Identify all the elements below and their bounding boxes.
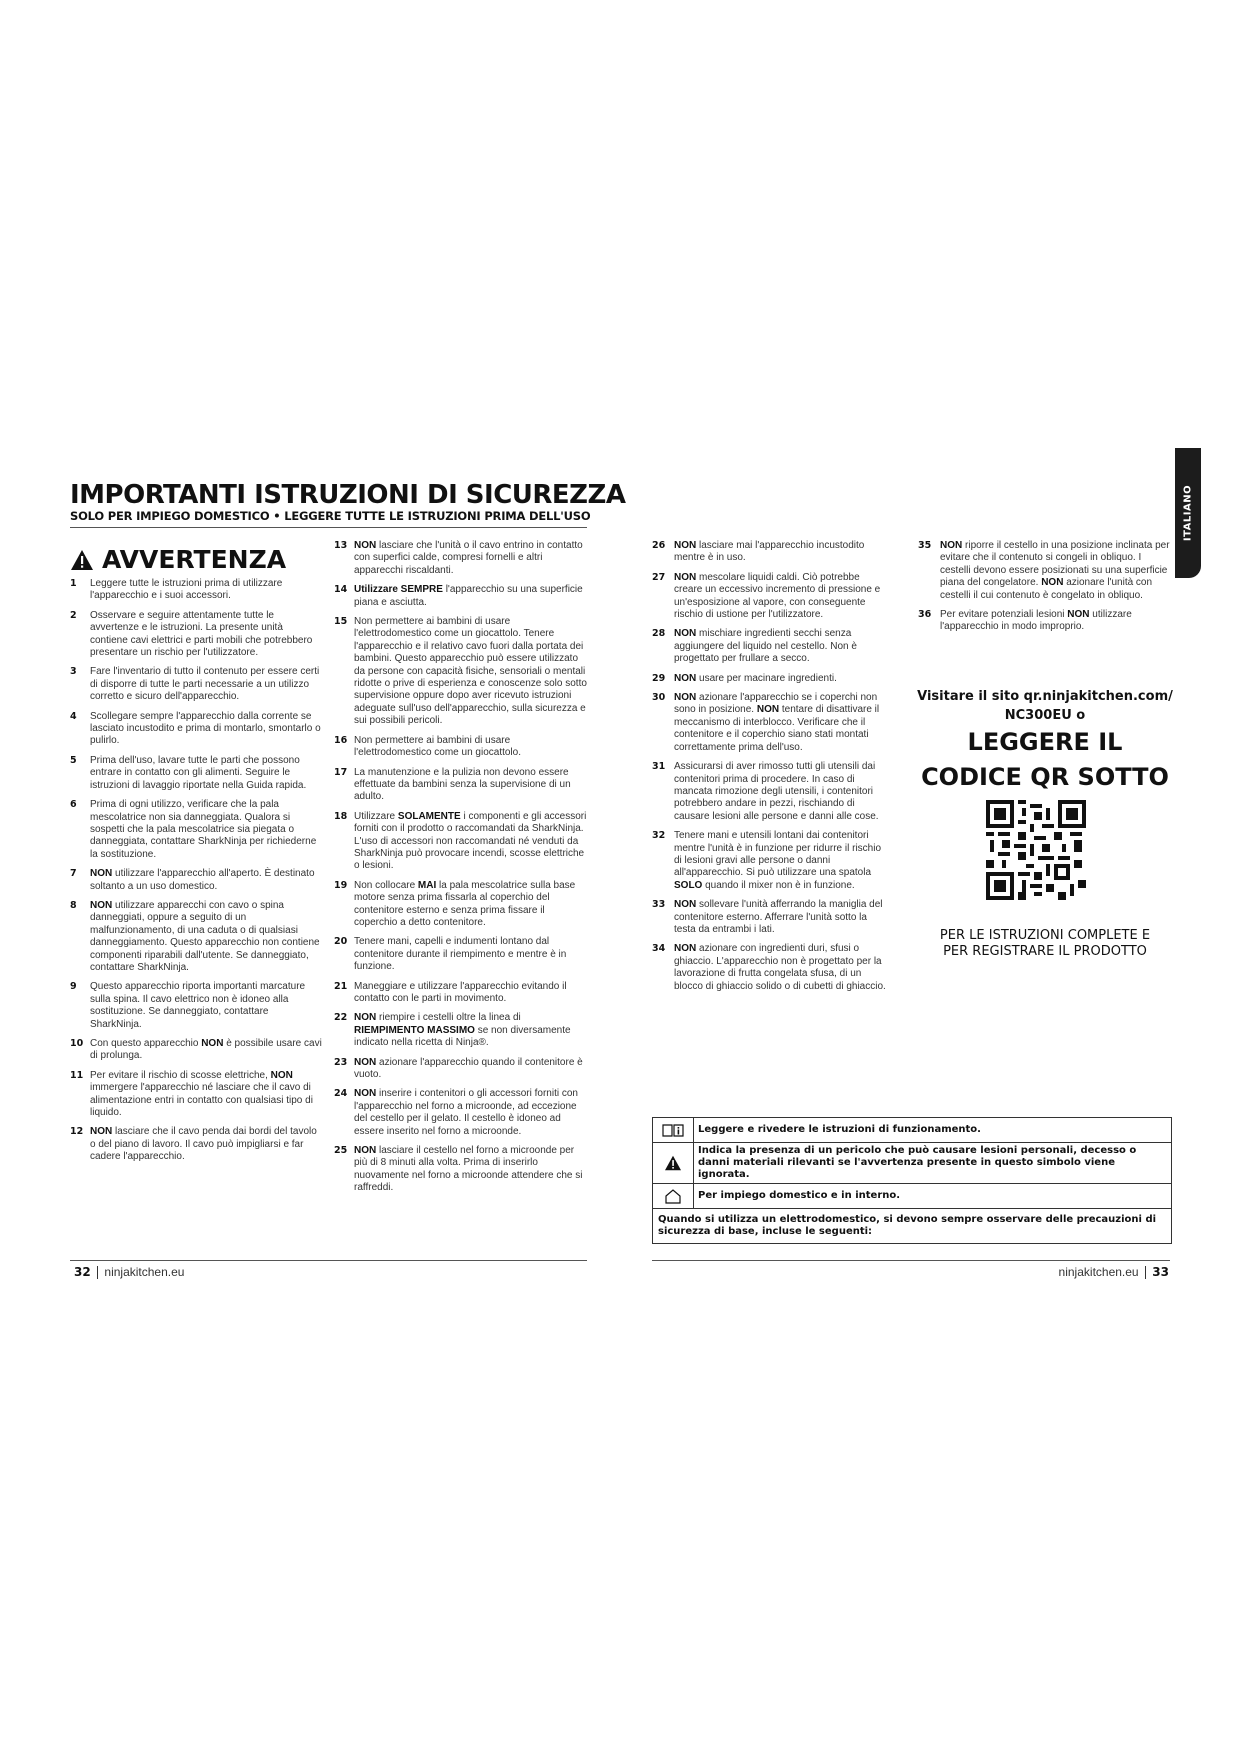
instruction-emphasis: NON: [756, 704, 780, 716]
instruction-text-part: se non diversamente indicato nella ricetta di Ninja®.: [354, 1024, 571, 1049]
instruction-item: [334, 811, 590, 873]
instruction-text-part: l'apparecchio su una superficie piana e asciutta.: [354, 584, 583, 608]
instruction-emphasis: NON: [90, 899, 113, 911]
instruction-text: [354, 1012, 590, 1049]
footer-left: [74, 1265, 184, 1279]
instruction-text-part: azionare l'unità con cestelli il cui contenuto è congelato in obliquo.: [940, 577, 1153, 601]
instruction-emphasis: SOLO: [674, 879, 703, 891]
instruction-text: [90, 578, 322, 603]
instruction-emphasis: NON: [674, 943, 697, 955]
instruction-number: 10: [70, 1038, 84, 1049]
instruction-item: [334, 540, 590, 577]
instruction-item: [652, 830, 890, 892]
instruction-emphasis: NON: [90, 868, 113, 880]
instruction-text: [90, 900, 322, 974]
instruction-number: 5: [70, 754, 77, 766]
instruction-item: [918, 609, 1174, 634]
instruction-text: [674, 692, 890, 754]
instruction-text-part: azionare l'apparecchio se i coperchi non sono in posizione.: [674, 692, 878, 716]
instructions-column-3: [652, 540, 890, 1000]
legend-icon-cell: [653, 1118, 694, 1142]
instruction-item: [652, 540, 890, 565]
footer-separator: [97, 1266, 98, 1279]
instruction-item: [334, 767, 590, 804]
instruction-text: [90, 799, 322, 861]
instruction-item: [652, 628, 890, 665]
instruction-number: 30: [652, 692, 666, 704]
manual-book-icon: [662, 1123, 684, 1137]
instruction-text-part: mescolare liquidi caldi. Ciò potrebbe creare un eccessivo incremento di pressione e un'esposizione al vapore, con conseguente rischio di ustione per l'utilizzatore.: [674, 571, 881, 621]
instruction-item: [70, 578, 322, 603]
instruction-item: [70, 711, 322, 748]
instruction-number: 24: [334, 1088, 348, 1100]
instruction-item: [652, 761, 890, 823]
instruction-number: 29: [652, 672, 666, 684]
language-tab: [1175, 448, 1201, 578]
instruction-item: [70, 755, 322, 792]
instruction-item: [334, 1012, 590, 1049]
instruction-item: [70, 868, 322, 893]
instruction-emphasis: NON: [674, 540, 697, 551]
instruction-item: [70, 666, 322, 703]
instruction-number: 8: [70, 899, 77, 911]
legend-row-manual: [653, 1118, 1171, 1143]
instruction-item: [334, 936, 590, 973]
instruction-text: [90, 1126, 322, 1163]
instruction-emphasis: NON: [674, 628, 697, 640]
instruction-item: [652, 943, 890, 993]
qr-instructions-text: [910, 928, 1180, 960]
instruction-text-part: Non collocare: [354, 879, 418, 891]
page-number-right: 33: [1152, 1265, 1169, 1279]
instruction-text-part: usare per macinare ingredienti.: [696, 672, 837, 684]
instruction-emphasis: NON: [354, 1056, 377, 1068]
instruction-text-part: azionare l'apparecchio quando il contenitore è vuoto.: [354, 1056, 583, 1081]
instruction-number: 34: [652, 943, 666, 955]
instruction-number: 19: [334, 879, 348, 891]
instruction-text: [940, 540, 1174, 602]
instruction-text-part: riporre il cestello in una posizione inclinata per evitare che il contenuto si congeli in obliquo. I cestelli devono essere posizionati su una superficie piana del congelatore.: [940, 540, 1170, 589]
instruction-number: 4: [70, 710, 77, 722]
symbols-legend: [652, 1117, 1172, 1244]
instruction-item: [334, 1145, 590, 1195]
footer-divider-right: [652, 1260, 1170, 1261]
instruction-item: [652, 673, 890, 685]
instruction-text-part: Con questo apparecchio: [90, 1038, 202, 1049]
instruction-text-part: utilizzare l'apparecchio in modo improprio.: [940, 609, 1132, 633]
instruction-text: [354, 616, 590, 728]
warning-triangle-icon: [664, 1155, 682, 1171]
instruction-text-part: La manutenzione e la pulizia non devono essere effettuate da bambini senza la supervisione di un adulto.: [354, 766, 571, 803]
instruction-emphasis: NON: [940, 540, 963, 551]
footer-site-left: ninjakitchen.eu: [104, 1265, 185, 1279]
instructions-column-2: [334, 540, 590, 1202]
instruction-text-part: Prima dell'uso, lavare tutte le parti che possono entrare in contatto con gli alimenti. Seguire le istruzioni di lavaggio riportate nella Guida rapida.: [90, 754, 307, 791]
language-tab-label: ITALIANO: [1182, 484, 1194, 542]
instruction-text-part: mischiare ingredienti secchi senza aggiungere del liquido nel cestello. Non è progettato per frullare a secco.: [674, 628, 857, 665]
instruction-text: [90, 1070, 322, 1120]
warning-triangle-icon: [70, 549, 94, 571]
title-divider: [70, 527, 587, 528]
instruction-text: [674, 943, 890, 993]
instruction-text-part: tentare di disattivare il meccanismo di interblocco. Verificare che il contenitore e il coperchio siano stati montati correttamente prima dell'uso.: [674, 704, 880, 753]
instruction-text-part: azionare con ingredienti duri, sfusi o ghiaccio. L'apparecchio non è progettato per la lavorazione di frutta congelata sfusa, di un blocco di ghiaccio solido o di cubetti di ghiaccio.: [674, 943, 886, 992]
instruction-item: [652, 572, 890, 622]
instruction-text-part: Scollegare sempre l'apparecchio dalla corrente se lasciato incustodito e prima di montarlo, smontarlo o pulirlo.: [90, 710, 321, 747]
instruction-number: 11: [70, 1069, 84, 1081]
instruction-text-part: Tenere mani, capelli e indumenti lontano dal contenitore durante il riempimento e mentre è in funzione.: [354, 936, 567, 973]
instruction-text: [354, 767, 590, 804]
instruction-number: 14: [334, 584, 348, 596]
instruction-text-part: Leggere tutte le istruzioni prima di utilizzare l'apparecchio e i suoi accessori.: [90, 578, 283, 602]
instruction-emphasis: NON: [674, 899, 697, 911]
instruction-text-part: Assicurarsi di aver rimosso tutti gli utensili dai contenitori prima di procedere. In caso di mancata rimozione degli utensili, i contenitori potrebbero andare in pezzi, rischiando di causare lesioni alle persone e danni alle cose.: [674, 761, 879, 822]
instruction-emphasis: NON: [1041, 577, 1064, 589]
instruction-text-part: Tenere mani e utensili lontani dai contenitori mentre l'unità è in funzione per ridurre il rischio di lesioni gravi alle persone o danni all'apparecchio. Si può utilizzare una spatola: [674, 830, 882, 879]
instruction-item: [70, 1126, 322, 1163]
instruction-number: 12: [70, 1126, 84, 1138]
instruction-emphasis: NON: [90, 1126, 113, 1138]
footer-separator: [1145, 1266, 1146, 1279]
instruction-text-part: Fare l'inventario di tutto il contenuto per essere certi di disporre di tutte le parti necessarie a un utilizzo corretto e sicuro dell'apparecchio.: [90, 666, 320, 703]
instruction-number: 13: [334, 540, 348, 551]
house-icon: [664, 1188, 682, 1204]
instruction-text-part: i componenti e gli accessori forniti con il prodotto o raccomandati da SharkNinja. L'uso di accessori non raccomandati né venduti da SharkNinja può provocare incendi, scosse elettriche o lesioni.: [354, 810, 587, 872]
instruction-text: [674, 572, 890, 622]
qr-code-image: [986, 800, 1086, 900]
instruction-number: 32: [652, 830, 666, 842]
instruction-number: 22: [334, 1012, 348, 1024]
instruction-emphasis: NON: [354, 540, 377, 551]
instruction-text: [940, 609, 1174, 634]
instruction-text: [90, 666, 322, 703]
instruction-text: [354, 936, 590, 973]
instruction-item: [918, 540, 1174, 602]
qr-visit-text: [910, 687, 1180, 725]
instruction-text-part: riempire i cestelli oltre la linea di: [376, 1012, 521, 1024]
warning-heading: [70, 545, 286, 574]
instruction-text: [354, 1088, 590, 1138]
instruction-text-part: è possibile usare cavi di prolunga.: [90, 1038, 322, 1062]
legend-row-precautions: [653, 1209, 1171, 1243]
instruction-item: [70, 1038, 322, 1063]
warning-label: AVVERTENZA: [102, 545, 287, 574]
instruction-item: [334, 981, 590, 1006]
instruction-text-part: lasciare mai l'apparecchio incustodito mentre è in uso.: [674, 540, 865, 564]
instruction-text: [674, 899, 890, 936]
instruction-text: [354, 1145, 590, 1195]
instruction-text: [354, 735, 590, 760]
instruction-text-part: Osservare e seguire attentamente tutte le avvertenze e le istruzioni. La presente unità contiene cavi elettrici e parti mobili che potrebbero presentare un rischio per l'utilizzatore.: [90, 609, 313, 659]
qr-visit-model: NC300EU o: [1004, 708, 1086, 723]
instruction-text: [90, 711, 322, 748]
instruction-text-part: Non permettere ai bambini di usare l'elettrodomestico come un giocattolo.: [354, 734, 521, 759]
instruction-item: [334, 616, 590, 728]
instruction-item: [652, 692, 890, 754]
legend-row-household: [653, 1184, 1171, 1209]
qr-heading: [910, 725, 1180, 795]
instructions-column-1: [70, 578, 322, 1171]
instruction-item: [70, 900, 322, 974]
instruction-item: [334, 1057, 590, 1082]
legend-icon-cell: [653, 1184, 694, 1208]
instruction-text-part: utilizzare l'apparecchio all'aperto. È destinato soltanto a un uso domestico.: [90, 868, 315, 892]
instruction-number: 20: [334, 936, 348, 948]
instruction-emphasis: NON: [270, 1069, 293, 1081]
instruction-emphasis: NON: [674, 692, 697, 704]
instruction-number: 9: [70, 981, 77, 993]
qr-heading-line1: LEGGERE IL: [967, 728, 1123, 756]
page-title: IMPORTANTI ISTRUZIONI DI SICUREZZA: [70, 480, 626, 510]
qr-instructions-line2: PER REGISTRARE IL PRODOTTO: [943, 944, 1147, 959]
instruction-text: [354, 584, 590, 609]
qr-visit-url: Visitare il sito qr.ninjakitchen.com/: [917, 689, 1173, 704]
instruction-emphasis: NON: [201, 1038, 224, 1049]
legend-text-household: Per impiego domestico e in interno.: [698, 1190, 901, 1201]
instruction-item: [70, 799, 322, 861]
instruction-text: [354, 981, 590, 1006]
instruction-item: [652, 899, 890, 936]
instruction-emphasis: MAI: [417, 879, 437, 891]
instruction-text-part: Per evitare il rischio di scosse elettriche,: [90, 1069, 271, 1081]
instruction-emphasis: NON: [1067, 609, 1090, 621]
instruction-emphasis: NON: [674, 571, 697, 583]
instruction-text: [674, 830, 890, 892]
instruction-text: [674, 673, 890, 685]
instruction-number: 25: [334, 1145, 348, 1157]
instruction-number: 6: [70, 799, 77, 811]
instruction-number: 33: [652, 899, 666, 911]
instruction-number: 7: [70, 868, 77, 880]
footer-site-right: ninjakitchen.eu: [1058, 1265, 1139, 1279]
instruction-text-part: la pala mescolatrice sulla base motore senza prima fissarla al coperchio del contenitore esterno e senza prima fissare il coperchio a detto contenitore.: [354, 879, 576, 928]
instruction-text: [674, 540, 890, 565]
instruction-text: [90, 868, 322, 893]
instruction-text-part: utilizzare apparecchi con cavo o spina danneggiati, oppure a seguito di un malfunzionamento, di una caduta o di qualsiasi danneggiamento. Questo apparecchio non contiene componenti riparabili dall'utente. Se danneggiato, contattare SharkNinja.: [90, 899, 320, 973]
instruction-emphasis: NON: [354, 1145, 377, 1157]
instruction-text-part: Utilizzare: [354, 810, 398, 822]
instruction-text: [354, 540, 590, 577]
instruction-emphasis: NON: [354, 1088, 377, 1100]
instruction-number: 35: [918, 540, 932, 551]
instruction-emphasis: RIEMPIMENTO MASSIMO: [354, 1024, 475, 1036]
instruction-text-part: Per evitare potenziali lesioni: [940, 609, 1068, 621]
instruction-text-part: lasciare che l'unità o il cavo entrino in contatto con superfici calde, compresi fornelli e altri apparecchi riscaldanti.: [354, 540, 583, 576]
legend-row-warning: [653, 1143, 1171, 1184]
qr-heading-line2: CODICE QR SOTTO: [921, 763, 1169, 791]
instruction-number: 16: [334, 734, 348, 746]
instruction-number: 2: [70, 609, 77, 621]
instruction-text-part: immergere l'apparecchio né lasciare che il cavo di alimentazione entri in contatto con qualsiasi tipo di liquido.: [90, 1082, 313, 1119]
instruction-emphasis: NON: [674, 672, 697, 684]
instruction-item: [334, 880, 590, 930]
instruction-item: [70, 1070, 322, 1120]
instruction-number: 21: [334, 980, 348, 992]
legend-text-precautions: Quando si utilizza un elettrodomestico, si devono sempre osservare delle precauzioni di sicurezza di base, incluse le seguenti:: [658, 1214, 1157, 1237]
instruction-number: 15: [334, 616, 348, 628]
legend-icon-cell: [653, 1143, 694, 1183]
instructions-column-4: [918, 540, 1174, 641]
instruction-number: 18: [334, 810, 348, 822]
instruction-text-part: quando il mixer non è in funzione.: [702, 879, 855, 891]
instruction-text: [90, 1038, 322, 1063]
footer-divider-left: [70, 1260, 587, 1261]
instruction-number: 23: [334, 1056, 348, 1068]
instruction-text: [90, 981, 322, 1031]
instruction-emphasis: Utilizzare SEMPRE: [354, 584, 443, 596]
instruction-text: [354, 811, 590, 873]
instruction-number: 27: [652, 571, 666, 583]
instruction-item: [334, 1088, 590, 1138]
page-number-left: 32: [74, 1265, 91, 1279]
legend-text-warning: Indica la presenza di un pericolo che può causare lesioni personali, decesso o danni materiali rilevanti se l'avvertenza presente in questo simbolo viene ignorata.: [698, 1145, 1137, 1180]
instruction-text-part: Non permettere ai bambini di usare l'elettrodomestico come un giocattolo. Tenere l'apparecchio e il relativo cavo fuori dalla portata dei bambini. Questo apparecchio può essere utilizzato da persone con capacità fisiche, sensoriali o mentali ridotte o prive di esperienza e conoscenze solo sotto supervisione oppure dopo aver ricevuto istruzioni adeguate sull'uso dell'apparecchio, sulla sicurezza e sui possibili pericoli.: [354, 616, 587, 727]
instruction-emphasis: NON: [354, 1012, 377, 1024]
instruction-text: [674, 628, 890, 665]
legend-text-manual: Leggere e rivedere le istruzioni di funzionamento.: [698, 1124, 981, 1135]
qr-instructions-line1: PER LE ISTRUZIONI COMPLETE E: [939, 928, 1151, 943]
instruction-text-part: Maneggiare e utilizzare l'apparecchio evitando il contatto con le parti in movimento.: [354, 980, 567, 1004]
instruction-text-part: sollevare l'unità afferrando la maniglia del contenitore esterno. Afferrare l'unità sotto la testa da entrambi i lati.: [674, 899, 883, 935]
instruction-item: [334, 735, 590, 760]
instruction-text: [90, 610, 322, 660]
instruction-emphasis: SOLAMENTE: [397, 810, 461, 822]
instruction-text-part: Prima di ogni utilizzo, verificare che la pala mescolatrice non sia danneggiata. Qualora si sospetti che la pala mescolatrice sia piegata o danneggiata, contattare SharkNinja per richiederne la sostituzione.: [90, 799, 317, 860]
instruction-text-part: lasciare il cestello nel forno a microonde per più di 8 minuti alla volta. Prima di inserirlo nuovamente nel forno a microonde attendere che si raffreddi.: [354, 1145, 583, 1194]
instruction-text-part: inserire i contenitori o gli accessori forniti con l'apparecchio nel forno a microonde, ad eccezione del cestello per il gelato. Il cestello è idoneo ad essere inserito nel forno a microonde.: [354, 1088, 578, 1137]
instruction-item: [70, 981, 322, 1031]
instruction-text-part: Questo apparecchio riporta importanti marcature sulla spina. Il cavo elettrico non è idoneo alla sostituzione. Se danneggiato, contattare SharkNinja.: [90, 981, 306, 1030]
instruction-item: [334, 584, 590, 609]
instruction-text: [674, 761, 890, 823]
instruction-item: [70, 610, 322, 660]
instruction-number: 28: [652, 628, 666, 640]
instruction-number: 1: [70, 578, 77, 589]
instruction-number: 3: [70, 666, 77, 678]
instruction-number: 31: [652, 761, 666, 773]
instruction-text: [90, 755, 322, 792]
footer-right: [1059, 1265, 1169, 1279]
instruction-number: 26: [652, 540, 666, 551]
instruction-text: [354, 880, 590, 930]
instruction-text: [354, 1057, 590, 1082]
instruction-text-part: lasciare che il cavo penda dai bordi del tavolo o del piano di lavoro. Il cavo può impigliarsi e far cadere l'apparecchio.: [90, 1126, 317, 1163]
page-subtitle: SOLO PER IMPIEGO DOMESTICO • LEGGERE TUTTE LE ISTRUZIONI PRIMA DELL'USO: [70, 509, 591, 523]
instruction-number: 36: [918, 609, 932, 621]
instruction-number: 17: [334, 766, 348, 778]
